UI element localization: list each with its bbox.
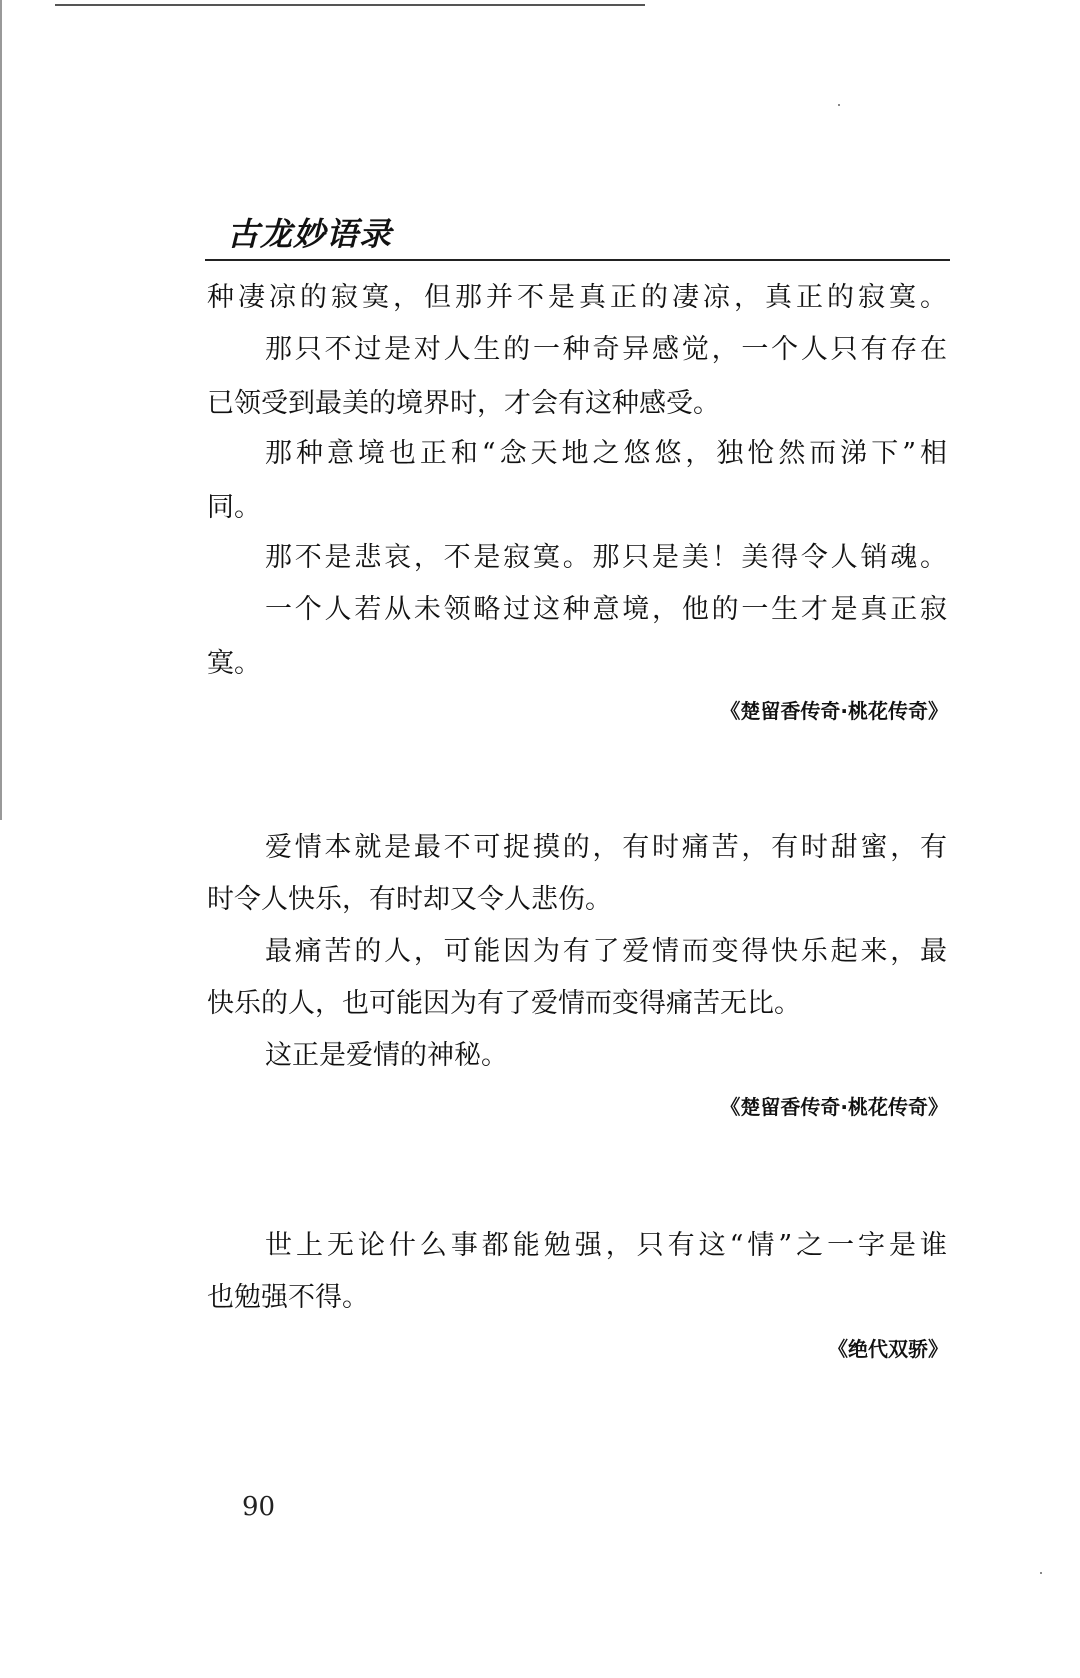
paragraph-line: 一个人若从未领略过这种意境，他的一生才是真正寂 — [265, 594, 947, 625]
book-title: 古龙妙语录 — [227, 215, 393, 253]
paragraph-line: 时令人快乐，有时却又令人悲伤。 — [207, 884, 612, 915]
page-number: 90 — [242, 1492, 276, 1522]
paragraph-line: 也勉强不得。 — [207, 1282, 369, 1313]
running-head — [205, 203, 950, 261]
paragraph-line: 种凄凉的寂寞，但那并不是真正的凄凉，真正的寂寞。 — [207, 282, 947, 313]
quote-source: 《楚留香传奇·桃花传奇》 — [720, 1095, 948, 1119]
paragraph-line: 爱情本就是最不可捉摸的，有时痛苦，有时甜蜜，有 — [265, 832, 947, 863]
quote-source: 《楚留香传奇·桃花传奇》 — [720, 699, 948, 723]
quote-source: 《绝代双骄》 — [828, 1337, 948, 1361]
paragraph-line: 同。 — [207, 492, 261, 523]
paragraph-line: 已领受到最美的境界时，才会有这种感受。 — [207, 388, 720, 419]
scan-edge-left — [0, 0, 2, 820]
paragraph-line: 那不是悲哀，不是寂寞。那只是美！美得令人销魂。 — [265, 542, 947, 573]
scan-speck — [838, 104, 840, 106]
paragraph-line: 世上无论什么事都能勉强，只有这“情”之一字是谁 — [265, 1230, 947, 1261]
paragraph-line: 快乐的人，也可能因为有了爱情而变得痛苦无比。 — [207, 988, 801, 1019]
paragraph-line: 那只不过是对人生的一种奇异感觉，一个人只有存在 — [265, 334, 947, 365]
scan-speck — [1040, 1572, 1042, 1574]
paragraph-line: 那种意境也正和“念天地之悠悠，独怆然而涕下”相 — [265, 438, 947, 469]
scan-edge-top — [55, 4, 645, 6]
paragraph-line: 这正是爱情的神秘。 — [265, 1040, 508, 1071]
paragraph-line: 最痛苦的人，可能因为有了爱情而变得快乐起来，最 — [265, 936, 947, 967]
paragraph-line: 寞。 — [207, 648, 261, 679]
